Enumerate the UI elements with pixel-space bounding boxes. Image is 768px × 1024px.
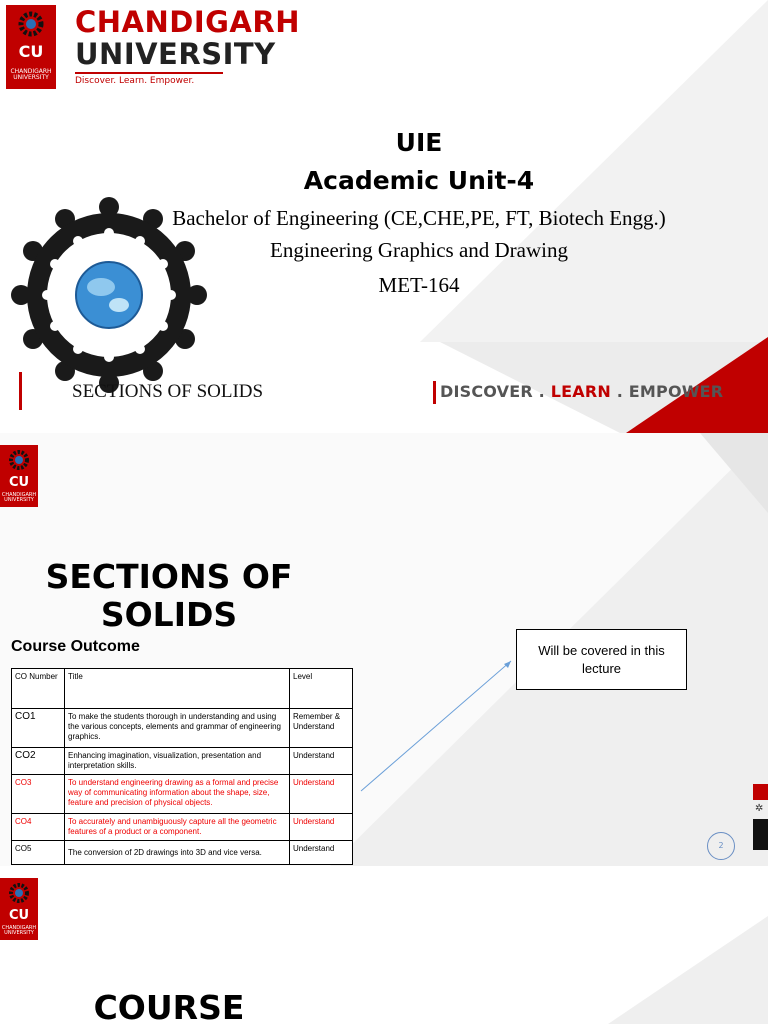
gear-logo-icon [7, 448, 31, 472]
corner-gear-icon: ✲ [755, 803, 764, 814]
cell-title: To make the students thorough in understanding and using the various concepts, elements and grammar of engineering graphics. [65, 709, 290, 748]
slide1-program: Bachelor of Engineering (CE,CHE,PE, FT, Biotech Engg.) [172, 206, 666, 230]
table-row [12, 814, 353, 841]
motto-discover: DISCOVER . [440, 382, 551, 401]
table-header-row [12, 669, 353, 709]
cell-level: Remember & Understand [290, 709, 353, 748]
cell-title: Enhancing imagination, visualization, presentation and interpretation skills. [65, 748, 290, 775]
logo-caption: CHANDIGARH UNIVERSITY [1, 925, 37, 936]
logo-letters: CU [8, 908, 30, 923]
slide2-title-line1: SECTIONS OF [45, 557, 293, 596]
cell-level: Understand [290, 841, 353, 865]
motto [440, 382, 723, 401]
university-logo-small [0, 445, 38, 507]
corner-red-block [753, 784, 768, 800]
brand-name-line2: UNIVERSITY [75, 37, 276, 71]
table-row [12, 841, 353, 865]
page-number: 2 [707, 832, 735, 860]
slide3-title: COURSE [93, 988, 245, 1024]
university-logo-small [0, 878, 38, 940]
topic-accent-bar [19, 372, 22, 410]
slide-course [0, 866, 768, 1024]
slide-title [0, 0, 768, 433]
brand-divider [75, 72, 223, 74]
table-row [12, 748, 353, 775]
course-outcome-heading: Course Outcome [11, 638, 140, 655]
slide1-course-code: MET-164 [378, 273, 460, 297]
course-outcome-table [11, 668, 353, 865]
logo-letters: CU [8, 475, 30, 490]
logo-caption: CHANDIGARH UNIVERSITY [10, 68, 52, 81]
cell-title: The conversion of 2D drawings into 3D and vice versa. [65, 841, 290, 865]
gear-logo-icon [7, 881, 31, 905]
cell-title: To understand engineering drawing as a formal and precise way of communicating information about the shape, size, feature and precision of physical objects. [65, 775, 290, 814]
callout-box: Will be covered in this lecture [516, 629, 687, 690]
cell-co: CO2 [12, 748, 65, 775]
table-row [12, 775, 353, 814]
slide-course-outcome [0, 433, 768, 866]
brand-name-line1: CHANDIGARH [75, 5, 300, 39]
slide1-academic-unit: Academic Unit-4 [303, 166, 535, 195]
cell-co: CO5 [12, 841, 65, 865]
cell-co: CO4 [12, 814, 65, 841]
logo-letters: CU [18, 42, 44, 61]
gear-logo-icon [16, 9, 46, 39]
cell-level: Understand [290, 748, 353, 775]
slide1-subject: Engineering Graphics and Drawing [270, 238, 568, 262]
cell-level: Understand [290, 775, 353, 814]
header-title: Title [65, 669, 290, 709]
university-wordmark [75, 6, 300, 86]
cell-co: CO1 [12, 709, 65, 748]
slide2-title [20, 558, 318, 634]
motto-empower: . EMPOWER [610, 382, 724, 401]
header-co-number: CO Number [12, 669, 65, 709]
motto-accent-bar [433, 381, 436, 404]
slide1-topic: SECTIONS OF SOLIDS [72, 381, 264, 402]
cell-title: To accurately and unambiguously capture all the geometric features of a product or a component. [65, 814, 290, 841]
corner-dark-block [753, 819, 768, 850]
cell-level: Understand [290, 814, 353, 841]
logo-caption: CHANDIGARH UNIVERSITY [1, 492, 37, 503]
callout-connector-arrow [355, 655, 520, 795]
motto-learn: LEARN [550, 382, 611, 401]
slide2-title-line2: SOLIDS [100, 595, 238, 634]
table-row [12, 709, 353, 748]
slide1-line-uie: UIE [395, 128, 443, 157]
university-logo [6, 5, 56, 89]
header-level: Level [290, 669, 353, 709]
cell-co: CO3 [12, 775, 65, 814]
brand-tagline: Discover. Learn. Empower. [75, 76, 195, 86]
